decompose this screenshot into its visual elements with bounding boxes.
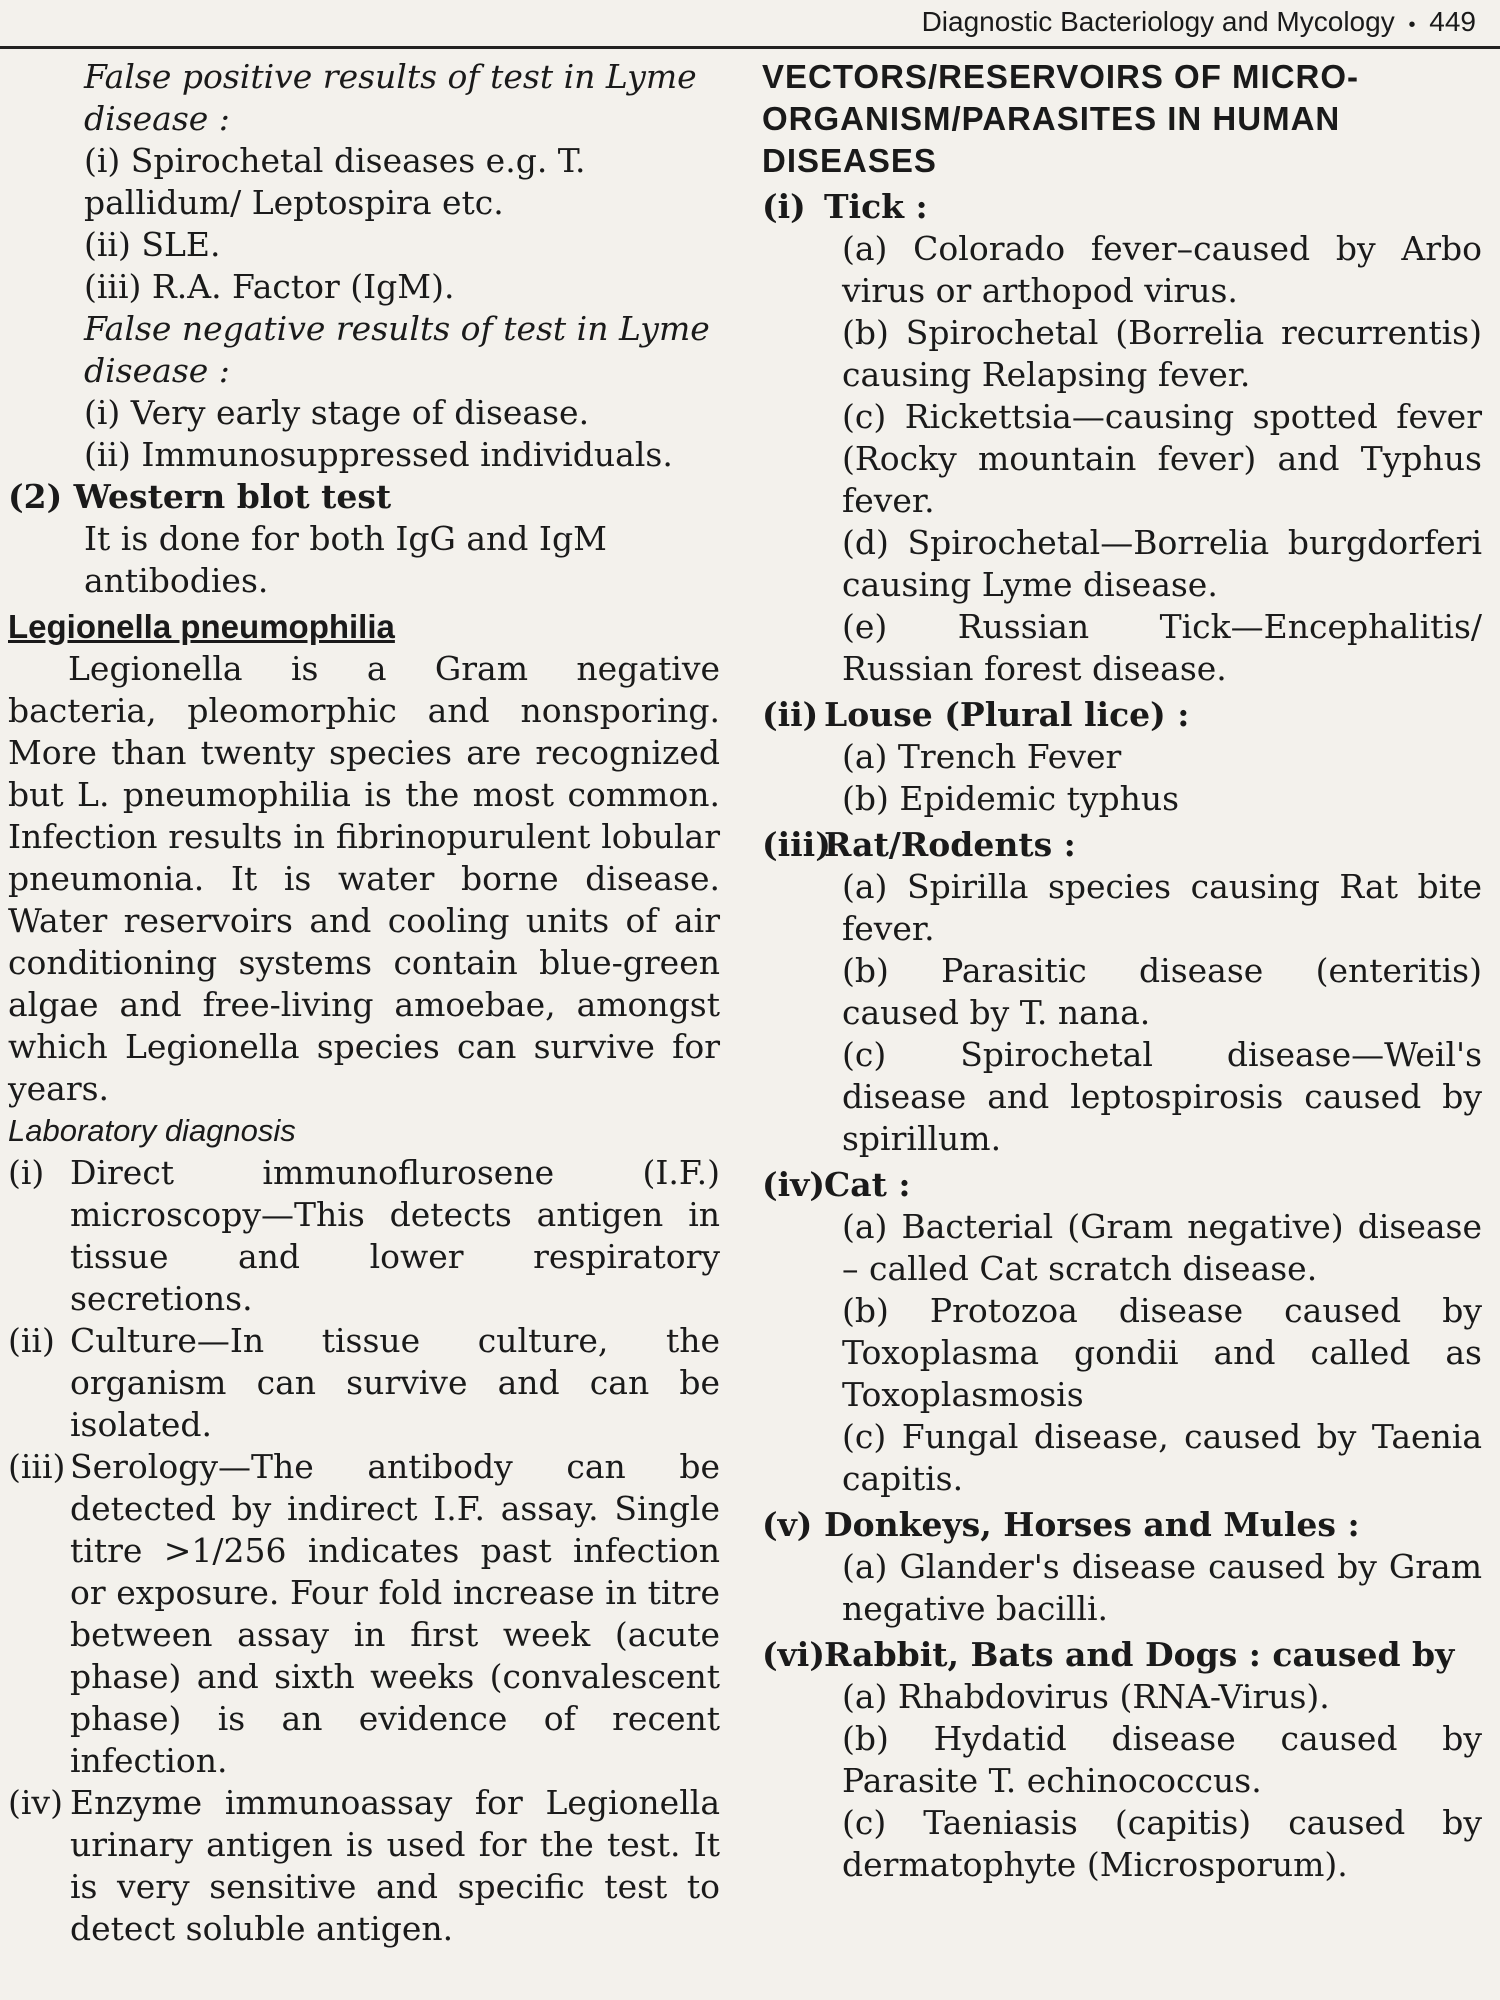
section-item: (a) Trench Fever — [842, 737, 1122, 776]
section-number: (i) — [762, 187, 806, 226]
section-item: (b) Protozoa disease caused by Toxoplasma gondii and called as Toxoplasmosis — [842, 1291, 1482, 1414]
section-horses — [762, 1504, 1482, 1546]
lab-item-number: (iii) — [8, 1447, 66, 1486]
section-title: Rat/Rodents : — [824, 825, 1076, 864]
section-item: (b) Parasitic disease (enteritis) caused by T. nana. — [842, 951, 1482, 1032]
lab-item-number: (ii) — [8, 1321, 55, 1360]
false-negative-item: (ii) Immunosuppressed individuals. — [84, 435, 673, 474]
section-number: (vi) — [762, 1635, 825, 1674]
section-number: (iii) — [762, 825, 831, 864]
lab-item-text: Serology—The antibody can be detected by indirect I.F. assay. Single titre >1/256 indicates past infection or exposure. Four fold increase in titre between assay in first week (acute phase) and sixth weeks (convalescent phase) is an evidence of recent infection. — [70, 1447, 720, 1780]
lab-item — [8, 1320, 720, 1446]
western-blot-text: It is done for both IgG and IgM antibodies. — [84, 519, 607, 600]
false-negative-item: (i) Very early stage of disease. — [84, 393, 590, 432]
lab-item — [8, 1446, 720, 1782]
lab-item-text: Direct immunoflurosene (I.F.) microscopy—This detects antigen in tissue and lower respiratory secretions. — [70, 1153, 720, 1318]
running-title — [922, 6, 1476, 38]
section-number: (iv) — [762, 1165, 825, 1204]
section-rodents — [762, 824, 1482, 866]
legionella-heading: Legionella pneumophilia — [8, 608, 395, 645]
legionella-paragraph: Legionella is a Gram negative bacteria, pleomorphic and nonsporing. More than twenty species are recognized but L. pneumophilia is the most common. Infection results in fibrinopurulent lobular pneumonia. It is water borne disease. Water reservoirs and cooling units of air conditioning systems contain blue-green algae and free-living amoebae, amongst which Legionella species can survive for years. — [8, 649, 720, 1108]
lab-diagnosis-heading: Laboratory diagnosis — [8, 1113, 296, 1148]
section-item: (c) Spirochetal disease—Weil's disease and leptospirosis caused by spirillum. — [842, 1035, 1482, 1158]
lab-item-text: Enzyme immunoassay for Legionella urinary antigen is used for the test. It is very sensitive and specific test to detect soluble antigen. — [70, 1783, 720, 1948]
section-title: Louse (Plural lice) : — [824, 695, 1190, 734]
lab-item — [8, 1152, 720, 1320]
section-item: (b) Spirochetal (Borrelia recurrentis) causing Relapsing fever. — [842, 313, 1482, 394]
left-column — [8, 56, 720, 1950]
western-blot-heading: (2) Western blot test — [8, 477, 392, 516]
section-item: (b) Epidemic typhus — [842, 779, 1180, 818]
section-title: Cat : — [824, 1165, 911, 1204]
false-positive-item: (ii) SLE. — [84, 225, 221, 264]
false-negative-heading: False negative results of test in Lyme disease : — [84, 309, 710, 390]
section-item: (d) Spirochetal—Borrelia burgdorferi causing Lyme disease. — [842, 523, 1482, 604]
section-number: (ii) — [762, 695, 819, 734]
section-item: (c) Taeniasis (capitis) caused by dermatophyte (Microsporum). — [842, 1803, 1482, 1884]
section-item: (a) Bacterial (Gram negative) disease – called Cat scratch disease. — [842, 1207, 1482, 1288]
section-item: (a) Colorado fever–caused by Arbo virus or arthopod virus. — [842, 229, 1482, 310]
false-positive-item: (iii) R.A. Factor (IgM). — [84, 267, 455, 306]
section-title: Donkeys, Horses and Mules : — [824, 1505, 1360, 1544]
section-item: (e) Russian Tick—Encephalitis/ Russian forest disease. — [842, 607, 1482, 688]
section-tick — [762, 186, 1482, 228]
false-positive-heading: False positive results of test in Lyme disease : — [84, 57, 697, 138]
vectors-heading: VECTORS/RESERVOIRS OF MICRO-ORGANISM/PARASITES IN HUMAN DISEASES — [762, 58, 1360, 179]
section-title: Tick : — [824, 187, 928, 226]
section-title: Rabbit, Bats and Dogs : caused by — [824, 1635, 1455, 1674]
section-rabbit — [762, 1634, 1482, 1676]
right-column — [762, 56, 1482, 1886]
lab-item-text: Culture—In tissue culture, the organism can survive and can be isolated. — [70, 1321, 720, 1444]
section-item: (b) Hydatid disease caused by Parasite T. echinococcus. — [842, 1719, 1482, 1800]
lab-item-number: (iv) — [8, 1783, 63, 1822]
section-item: (c) Rickettsia—causing spotted fever (Rocky mountain fever) and Typhus fever. — [842, 397, 1482, 520]
section-item: (a) Rhabdovirus (RNA-Virus). — [842, 1677, 1330, 1716]
page-number: 449 — [1429, 6, 1476, 37]
false-positive-item: (i) Spirochetal diseases e.g. T. pallidum/ Leptospira etc. — [84, 141, 586, 222]
lab-item-number: (i) — [8, 1153, 45, 1192]
section-item: (a) Spirilla species causing Rat bite fever. — [842, 867, 1482, 948]
lab-item — [8, 1782, 720, 1950]
section-item: (c) Fungal disease, caused by Taenia capitis. — [842, 1417, 1482, 1498]
section-cat — [762, 1164, 1482, 1206]
section-item: (a) Glander's disease caused by Gram negative bacilli. — [842, 1547, 1482, 1628]
page-header — [0, 0, 1500, 49]
bullet-icon: • — [1408, 14, 1416, 36]
section-number: (v) — [762, 1505, 813, 1544]
header-title: Diagnostic Bacteriology and Mycology — [921, 6, 1395, 37]
section-louse — [762, 694, 1482, 736]
